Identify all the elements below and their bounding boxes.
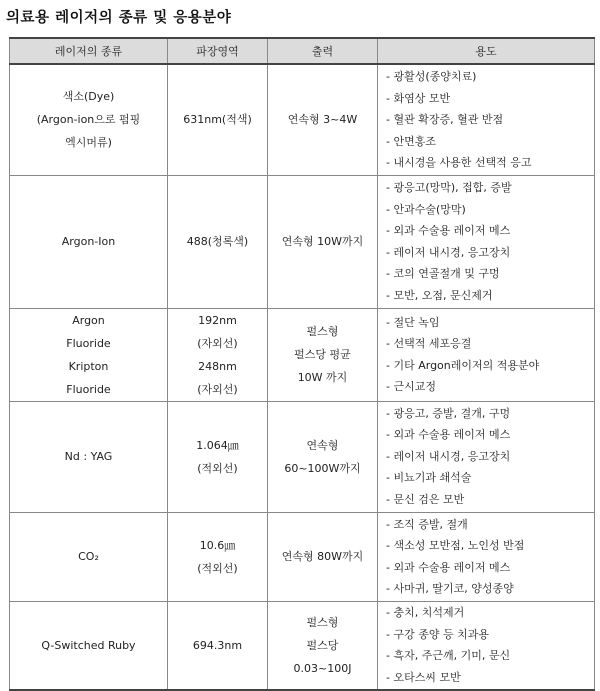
wavelength-cell xyxy=(168,601,268,690)
text-line: Nd : YAG xyxy=(64,450,113,463)
laser-type-cell xyxy=(10,64,168,175)
use-item: - 조직 증발, 절개 xyxy=(386,517,468,531)
use-item: - 혈관 확장증, 혈관 반점 xyxy=(386,113,504,126)
text-line: (Argon-ion으로 펌핑 xyxy=(36,113,141,127)
use-item: - 외과 수술용 레이저 메스 xyxy=(386,224,511,237)
laser-type-cell xyxy=(10,601,168,690)
text-line: Argon-Ion xyxy=(61,235,116,248)
text-line: (자외선) xyxy=(197,336,238,350)
text-line: 488(청록색) xyxy=(186,235,249,248)
use-item: - 외과 수술용 레이저 메스 xyxy=(386,428,511,442)
output-cell xyxy=(268,64,378,175)
text-line: Fluoride xyxy=(66,336,111,350)
header-row xyxy=(10,38,595,64)
header-output: 출력 xyxy=(268,38,378,64)
text-line: 연속형 3~4W xyxy=(287,113,358,127)
text-line: 펄스당 평균 xyxy=(294,348,351,361)
laser-type-cell xyxy=(10,401,168,512)
table-row xyxy=(10,401,595,512)
use-item: - 광응고, 증발, 결개, 구멍 xyxy=(386,406,511,420)
use-item: - 레이저 내시경, 응고장치 xyxy=(386,245,511,259)
use-item: - 오타스씨 모반 xyxy=(386,670,461,684)
table-row xyxy=(10,601,595,690)
text-line: 631nm(적색) xyxy=(183,113,252,127)
use-item: - 흑자, 주근깨, 기미, 문신 xyxy=(386,649,511,663)
wavelength-cell xyxy=(168,401,268,512)
wavelength-cell xyxy=(168,175,268,308)
output-cell xyxy=(268,308,378,401)
wavelength-cell xyxy=(168,64,268,175)
use-item: - 사마귀, 딸기코, 양성종양 xyxy=(386,582,514,595)
use-item: - 충치, 치석제거 xyxy=(386,606,465,620)
text-line: 10.6㎛ xyxy=(199,538,236,552)
use-item: - 모반, 오점, 문신제거 xyxy=(386,288,493,302)
text-line: 엑시머류) xyxy=(65,136,112,150)
text-line: 연속형 xyxy=(306,438,339,452)
use-item: - 비뇨기과 쇄석술 xyxy=(386,471,472,485)
use-item: - 외과 수술용 레이저 메스 xyxy=(386,560,511,574)
output-cell xyxy=(268,175,378,308)
text-line: Kripton xyxy=(68,359,109,373)
uses-cell xyxy=(378,175,595,308)
text-line: 60~100W까지 xyxy=(284,461,361,475)
laser-type-cell xyxy=(10,175,168,308)
use-item: - 구강 종양 등 치과용 xyxy=(386,627,489,641)
table-row xyxy=(10,512,595,601)
text-line: 10W 까지 xyxy=(297,371,348,384)
header-wavelength: 파장영역 xyxy=(168,38,268,64)
table-row xyxy=(10,175,595,308)
use-item: - 레이저 내시경, 응고장치 xyxy=(386,449,511,463)
use-item: - 기타 Argon레이저의 적용분야 xyxy=(386,358,540,372)
use-item: - 안과수술(망막) xyxy=(386,202,466,216)
use-item: - 광응고(망막), 접합, 증발 xyxy=(386,181,512,194)
use-item: - 광활성(종양치료) xyxy=(386,70,477,83)
uses-cell xyxy=(378,308,595,401)
uses-cell xyxy=(378,64,595,175)
laser-type-cell xyxy=(10,512,168,601)
text-line: 펄스형 xyxy=(306,325,339,338)
text-line: 펄스당 xyxy=(306,638,339,652)
use-item: - 문신 검은 모반 xyxy=(386,492,465,506)
use-item: - 선택적 세포응결 xyxy=(386,337,472,350)
use-item: - 내시경을 사용한 선택적 응고 xyxy=(386,156,532,169)
text-line: (적외선) xyxy=(197,461,238,475)
use-item: - 근시교정 xyxy=(386,380,436,393)
wavelength-cell xyxy=(168,512,268,601)
use-item: - 안면홍조 xyxy=(386,134,436,148)
text-line: Fluoride xyxy=(66,382,111,396)
use-item: - 색소성 모반점, 노인성 반점 xyxy=(386,539,525,552)
text-line: CO₂ xyxy=(78,550,99,563)
table-row xyxy=(10,308,595,401)
text-line: Argon xyxy=(72,313,105,327)
header-uses: 용도 xyxy=(378,38,595,64)
header-type: 레이저의 종류 xyxy=(10,38,168,64)
uses-cell xyxy=(378,401,595,512)
laser-type-cell xyxy=(10,308,168,401)
text-line: Q-Switched Ruby xyxy=(41,638,136,652)
page-title: 의료용 레이저의 종류 및 응용분야 xyxy=(6,10,232,26)
text-line: 192nm xyxy=(198,313,237,327)
laser-table xyxy=(9,37,595,691)
text-line: 694.3nm xyxy=(192,638,243,652)
output-cell xyxy=(268,512,378,601)
text-line: 연속형 10W까지 xyxy=(281,235,364,248)
text-line: 1.064㎛ xyxy=(196,438,239,452)
table-row xyxy=(10,64,595,175)
output-cell xyxy=(268,401,378,512)
output-cell xyxy=(268,601,378,690)
use-item: - 절단 녹임 xyxy=(386,315,440,329)
text-line: 색소(Dye) xyxy=(62,90,115,104)
text-line: (자외선) xyxy=(197,382,238,396)
uses-cell xyxy=(378,601,595,690)
text-line: 248nm xyxy=(198,359,237,373)
use-item: - 코의 연골절개 및 구멍 xyxy=(386,267,500,280)
uses-cell xyxy=(378,512,595,601)
text-line: 0.03~100J xyxy=(293,661,352,675)
use-item: - 화염상 모반 xyxy=(386,91,451,105)
text-line: 연속형 80W까지 xyxy=(281,550,364,563)
wavelength-cell xyxy=(168,308,268,401)
text-line: (적외선) xyxy=(197,561,238,575)
text-line: 펄스형 xyxy=(306,615,339,629)
